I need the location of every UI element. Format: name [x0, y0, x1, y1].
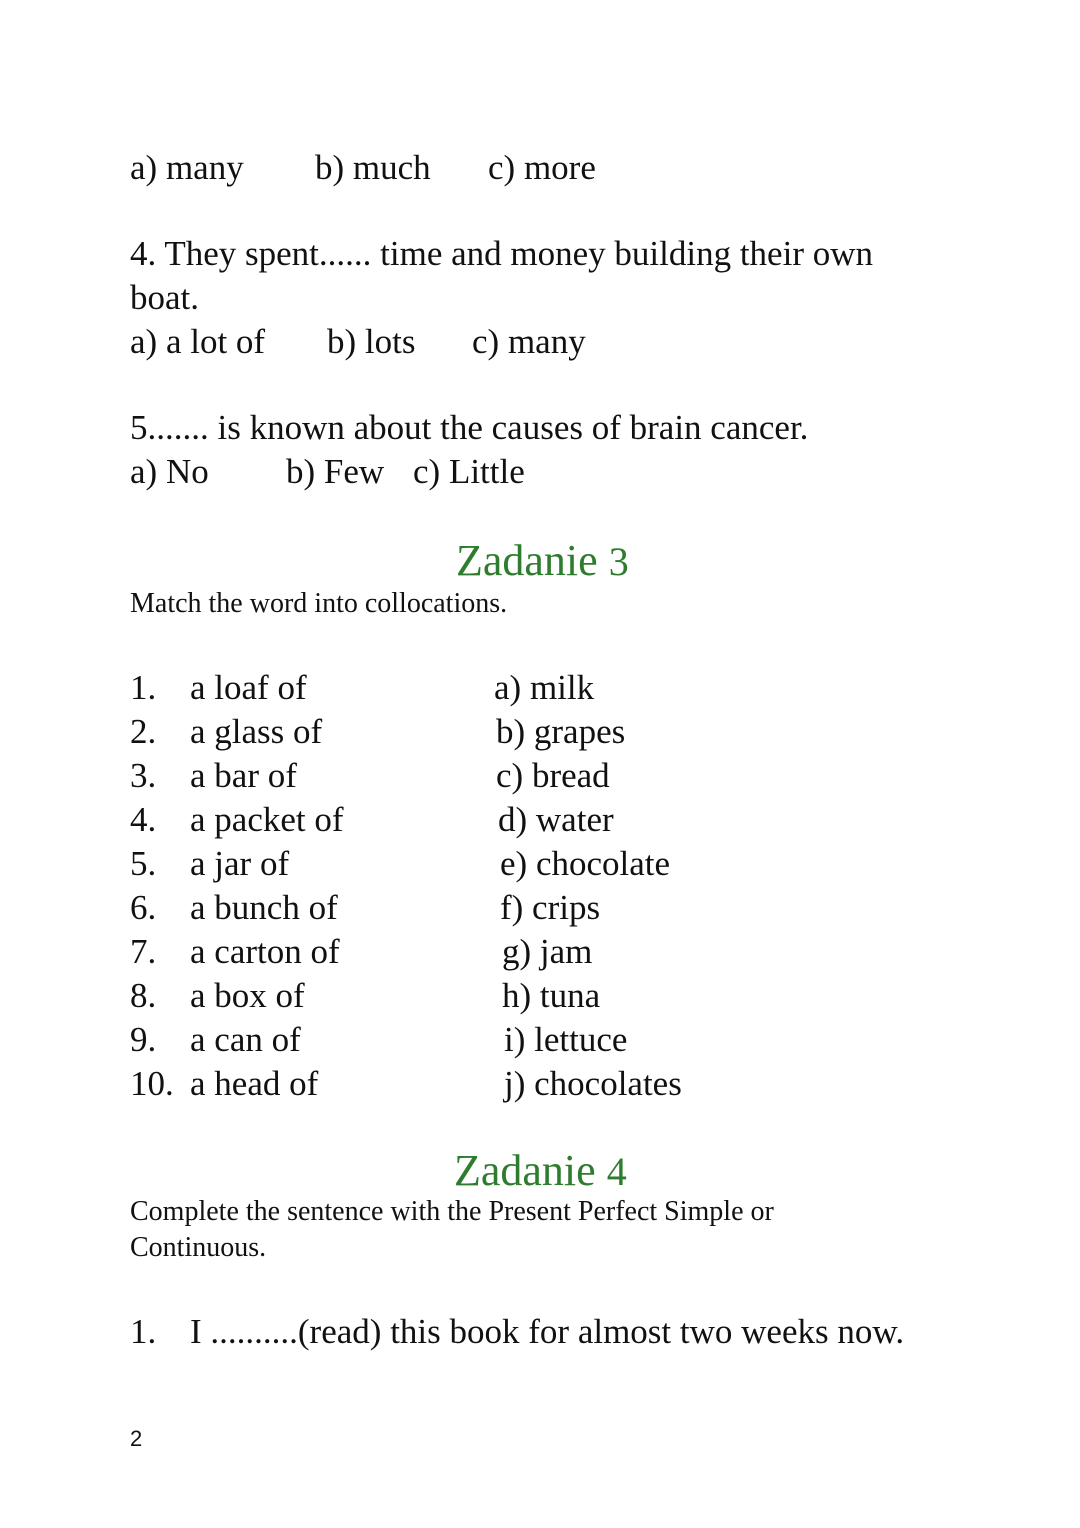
q3-options: [130, 148, 596, 188]
list-item: e) chocolate: [500, 844, 671, 883]
collocation-right-list: [494, 668, 774, 1108]
q4-question-line2: boat.: [130, 278, 200, 317]
q3-option-c: c) more: [488, 148, 596, 187]
zadanie3-instruction: Match the word into collocations.: [130, 588, 508, 619]
q5-options: [130, 452, 525, 492]
zadanie4-title: Zadanie: [454, 1146, 596, 1195]
q5-option-b: b) Few: [286, 452, 385, 491]
list-item: d) water: [498, 800, 614, 839]
list-item: j) chocolates: [504, 1064, 682, 1103]
list-item: h) tuna: [502, 976, 601, 1015]
list-item: a) milk: [494, 668, 595, 707]
zadanie3-number: 3: [608, 539, 629, 584]
list-item: g) jam: [502, 932, 593, 971]
list-item: f) crips: [500, 888, 601, 927]
q5-question: 5....... is known about the causes of brain cancer.: [130, 408, 809, 447]
zadanie4-number: 4: [606, 1149, 627, 1194]
zadanie4-heading: [454, 1146, 627, 1197]
q5-option-c: c) Little: [413, 452, 525, 491]
zadanie4-item: 1. I ..........(read) this book for almost two weeks now.: [130, 1312, 905, 1351]
list-item: c) bread: [496, 756, 610, 795]
q4-option-b: b) lots: [327, 322, 416, 361]
q4-option-a: a) a lot of: [130, 322, 266, 361]
zadanie4-instruction-line1: Complete the sentence with the Present Perfect Simple or: [130, 1196, 774, 1227]
page-number: 2: [130, 1426, 143, 1451]
list-item: i) lettuce: [504, 1020, 628, 1059]
q3-option-a: a) many: [130, 148, 244, 187]
q4-option-c: c) many: [472, 322, 586, 361]
zadanie4-instruction-line2: Continuous.: [130, 1232, 267, 1263]
q4-question-line1: 4. They spent...... time and money building their own: [130, 234, 873, 273]
list-item: b) grapes: [496, 712, 626, 751]
collocation-left-list: 1. a loaf of 2. a glass of 3. a bar of 4. a packet of 5. a jar of 6. a bunch of 7. a carton of 8. a box of 9. a can of 10. a head of: [130, 668, 344, 1103]
q5-option-a: a) No: [130, 452, 209, 491]
zadanie3-heading: [456, 536, 629, 587]
q3-option-b: b) much: [315, 148, 431, 187]
zadanie3-title: Zadanie: [456, 536, 598, 585]
q4-options: [130, 322, 586, 362]
